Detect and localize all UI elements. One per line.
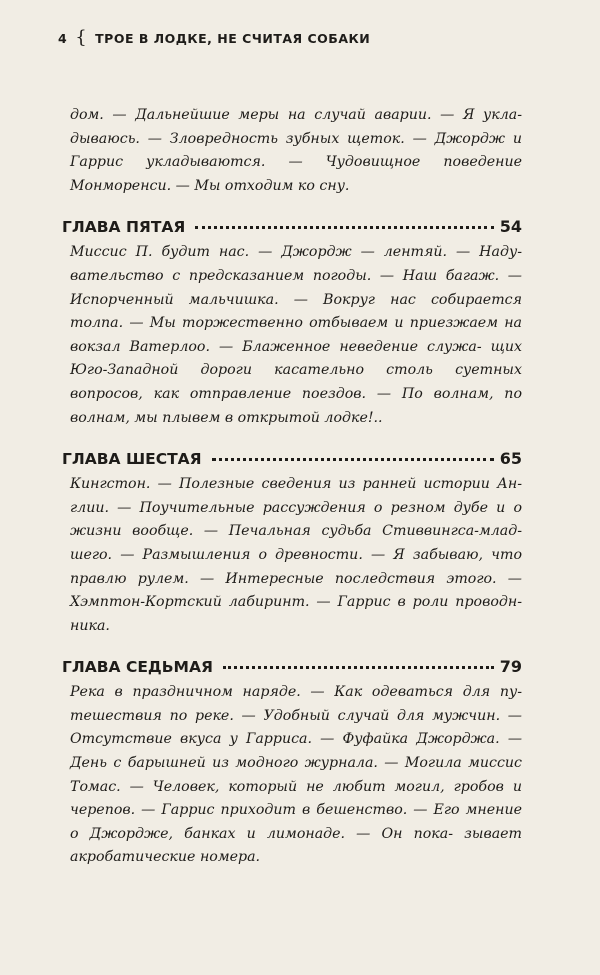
- chapter-entry-7: [62, 655, 522, 870]
- book-title: ТРОЕ В ЛОДКЕ, НЕ СЧИТАЯ СОБАКИ: [95, 31, 371, 46]
- summary-line: ника.: [70, 617, 110, 634]
- summary-line: вопросов, как отправление поездов. — По волнам, по: [70, 385, 522, 402]
- summary-line: Миссис П. будит нас. — Джордж — лентяй. — Наду-: [70, 244, 522, 261]
- summary-line: правлю рулем. — Интересные последствия этого. —: [70, 570, 522, 587]
- summary-line: Его мнение о Джордже, банках и лимонаде. — Он пока-: [70, 802, 522, 842]
- summary-line: шего. — Размышления о древности. — Я забываю, что: [70, 546, 522, 563]
- summary-line: зывает акробатические номера.: [70, 825, 523, 866]
- summary-line: толпа. — Мы торжественно отбываем и приезжаем: [70, 315, 498, 332]
- summary-line: Отсутствие вкуса у Гарриса. — Фуфайка Джорджа.: [70, 731, 500, 748]
- summary-line: Кингстон. — Полезные сведения из ранней истории Ан-: [70, 476, 522, 493]
- summary-line: щих Юго-Западной дороги касательно столь суетных: [70, 338, 523, 379]
- chapter-entry-5: [62, 215, 522, 430]
- page-number: 4: [58, 31, 68, 46]
- chapter-heading[interactable]: [62, 447, 522, 471]
- summary-line: Испорченный мальчишка. — Вокруг нас собирается: [70, 291, 522, 308]
- chapter-heading[interactable]: [62, 215, 522, 239]
- summary-line: Хэмптон-Кортский лабиринт. — Гаррис в роли проводн-: [70, 594, 522, 611]
- chapter-summary: [70, 681, 522, 870]
- running-head: [58, 28, 370, 49]
- dot-leader: [212, 456, 494, 461]
- chapter-title: ГЛАВА ПЯТАЯ: [62, 218, 186, 237]
- summary-line: на вокзал Ватерлоо. — Блаженное неведение служа-: [70, 315, 523, 355]
- chapter-heading[interactable]: [62, 655, 522, 679]
- summary-line: гробов и черепов. — Гаррис приходит в бешенство. —: [70, 778, 522, 819]
- summary-line: жизни вообще. — Печальная судьба Стиввингса-млад-: [70, 523, 522, 540]
- chapter-page-number: 54: [499, 217, 522, 237]
- summary-line: тешествия по реке. — Удобный случай для мужчин. —: [70, 707, 522, 724]
- summary-line: глии. — Поучительные рассуждения о резном дубе и о: [70, 499, 522, 516]
- summary-line: Монморенси. — Мы отходим ко сну.: [70, 177, 350, 194]
- brace-ornament: {: [75, 27, 88, 48]
- chapter-page-number: 65: [499, 449, 522, 469]
- summary-line: — День с барышней из модного журнала. — Могила: [70, 731, 522, 772]
- dot-leader: [195, 224, 493, 229]
- dot-leader: [223, 664, 494, 669]
- chapter-summary: [70, 241, 522, 430]
- summary-line: и Гаррис укладываются. — Чудовищное поведение: [70, 130, 522, 171]
- summary-line: миссис Томас. — Человек, который не любит могил,: [70, 755, 522, 795]
- summary-line: Река в праздничном наряде. — Как одеваться для пу-: [70, 684, 522, 701]
- summary-line: волнам, мы плывем в открытой лодке!..: [70, 409, 383, 426]
- summary-line: дом. — Дальнейшие меры на случай аварии. — Я укла-: [70, 107, 522, 123]
- chapter-summary: [70, 473, 522, 638]
- summary-line: дываюсь. — Зловредность зубных щеток. — Джордж: [70, 130, 506, 147]
- chapter-title: ГЛАВА ШЕСТАЯ: [62, 450, 202, 469]
- summary-line: вательство с предсказанием погоды. — Наш багаж. —: [70, 267, 522, 284]
- table-of-contents: [62, 104, 522, 870]
- intro-summary: [70, 104, 522, 198]
- chapter-page-number: 79: [499, 657, 522, 677]
- chapter-entry-6: [62, 447, 522, 638]
- chapter-title: ГЛАВА СЕДЬМАЯ: [62, 658, 213, 677]
